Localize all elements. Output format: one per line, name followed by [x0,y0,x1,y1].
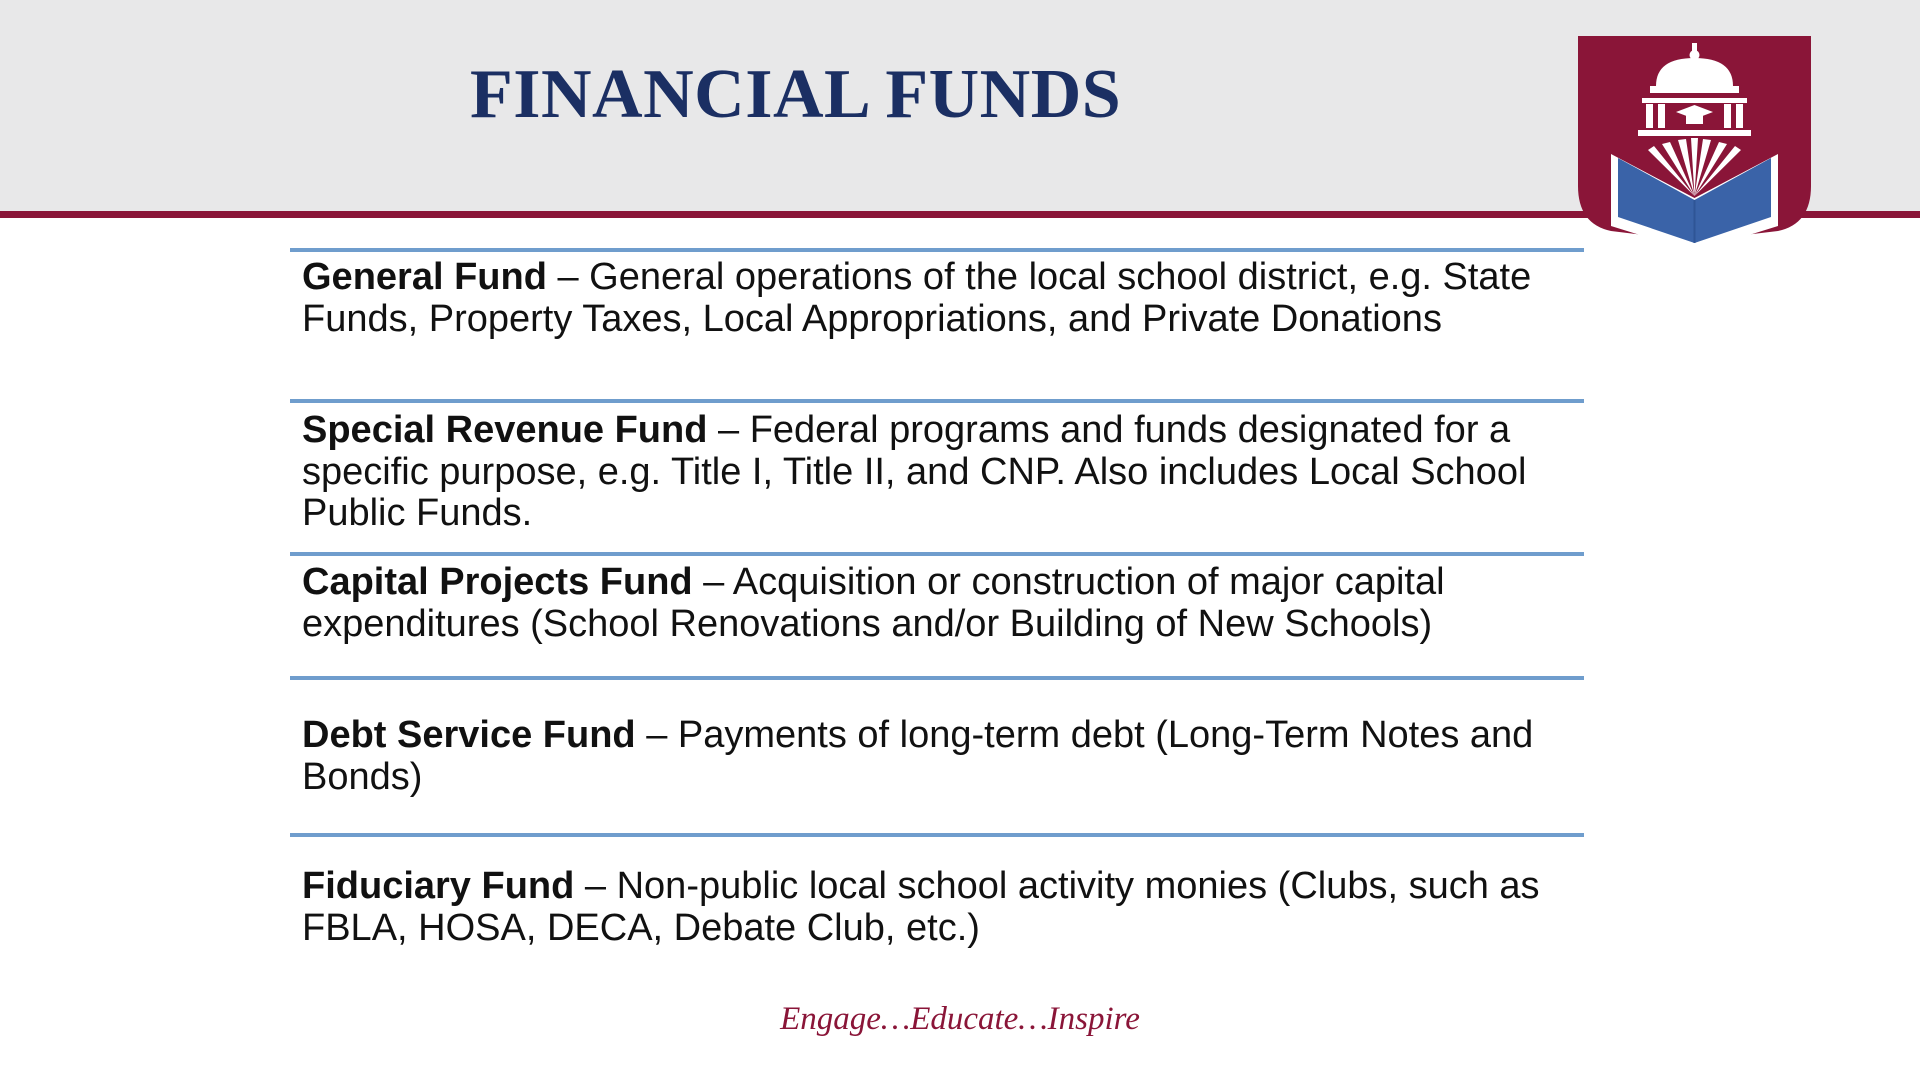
row-divider [290,833,1584,837]
fund-name: Capital Projects Fund [302,561,693,603]
fund-name: Fiduciary Fund [302,865,575,907]
slide-title: FINANCIAL FUNDS [470,56,1122,133]
fund-item-capital-projects [302,562,1572,645]
row-divider [290,676,1584,680]
school-district-logo [1578,36,1811,252]
fund-description: – Federal programs and funds designated for a specific purpose, e.g. Title I, Title II, and CNP. Also includes Local School Public Funds. [302,409,1527,534]
fund-item-fiduciary [302,866,1572,949]
fund-description: – Non-public local school activity monies (Clubs, such as FBLA, HOSA, DECA, Debate Club, etc.) [302,865,1540,949]
tagline: Engage…Educate…Inspire [780,1001,1140,1037]
fund-description: – Payments of long-term debt (Long-Term Notes and Bonds) [302,714,1534,798]
fund-item-general [302,257,1572,340]
fund-name: General Fund [302,256,547,298]
capitol-book-icon [1578,36,1811,252]
fund-name: Debt Service Fund [302,714,636,756]
fund-item-special-revenue [302,410,1572,535]
row-divider [290,248,1584,252]
fund-description: – Acquisition or construction of major capital expenditures (School Renovations and/or Building of New Schools) [302,561,1445,645]
fund-list [290,248,1584,840]
fund-name: Special Revenue Fund [302,409,708,451]
row-divider [290,552,1584,556]
fund-item-debt-service [302,715,1572,798]
row-divider [290,399,1584,403]
fund-description: – General operations of the local school district, e.g. State Funds, Property Taxes, Local Appropriations, and Private Donations [302,256,1532,340]
